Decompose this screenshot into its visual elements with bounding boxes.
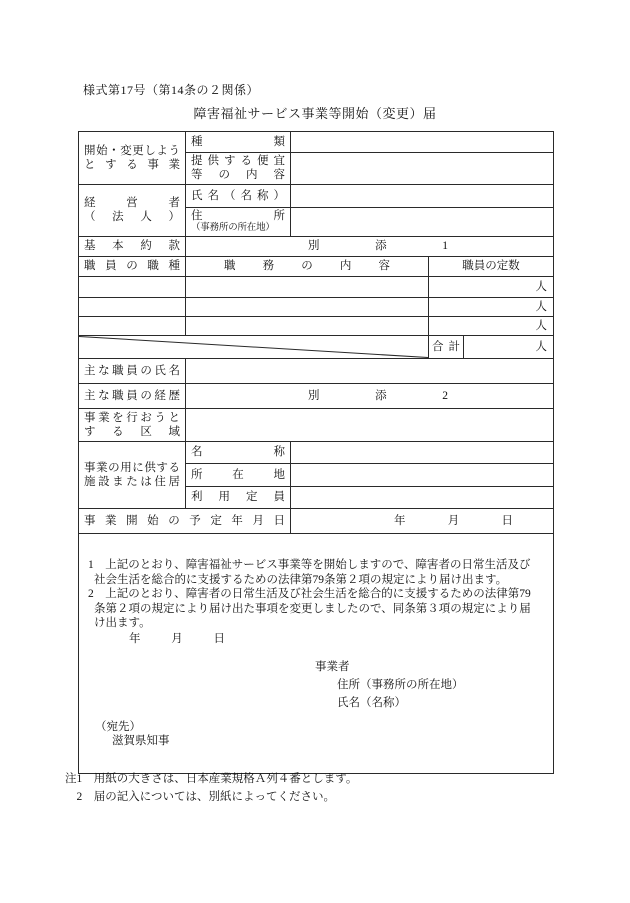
area-label-line1: 事業を行おうと [84,411,180,424]
operator-label-line2: （法人） [84,211,180,224]
staff-row [79,277,554,298]
operator-name-value-cell [291,184,554,207]
declaration-p2-line3: け出ます。 [94,616,151,629]
business-label-line1: 開始・変更しよう [84,144,180,157]
services-label-cell [186,153,291,185]
bylaws-attachment-ref [308,239,448,253]
facility-name-label-cell: 名称 [186,442,291,464]
facility-label-line1: 事業の用に供する [84,461,180,474]
note-line-2: 2 届の記入については、別紙によってください。 [65,791,336,803]
decl-year-placeholder: 年 [129,633,141,646]
bylaws-ref-number: 1 [442,240,448,253]
bylaws-ref-word1: 別 [308,240,320,253]
career-ref-number: 2 [442,389,448,402]
year-placeholder: 年 [394,514,406,527]
facility-capacity-value-cell [291,487,554,509]
declaration-p2-line1: 2 上記のとおり、障害者の日常生活及び社会生活を総合的に支援するための法律第79 [88,588,531,601]
area-label-cell [79,409,186,442]
career-ref-word2: 添 [375,389,387,402]
staff-count-unit-cell: 人 [429,317,554,336]
staff-duty-cell [186,298,429,317]
operator-address-value-cell [291,207,554,236]
declaration-p1-line2: 社会生活を総合的に支援するための法律第79条第２項の規定により届け出ます。 [94,573,508,586]
services-label-line2: 等の内容 [191,169,285,182]
total-label-cell: 合計 [429,336,464,359]
addressee-name: 滋賀県知事 [112,735,170,748]
operator-address-label-cell [186,207,291,236]
staff-duty-cell [186,317,429,336]
month-placeholder: 月 [447,514,460,527]
staff-career-label-cell: 主な職員の経歴 [79,384,186,409]
operator-address-label-sub: （事務所の所在地） [191,223,275,234]
operator-label-line1: 経営者 [84,197,180,209]
form-number: 様式第17号（第14条の２関係） [83,83,260,97]
declaration-date-line [129,632,225,646]
staff-count-unit-cell: 人 [429,298,554,317]
staff-career-value-cell [186,384,554,409]
operator-name-label-cell: 氏名（名称） [186,184,291,207]
total-count-unit-cell: 人 [464,336,554,359]
staff-type-cell [79,317,186,336]
bylaws-value-cell [186,237,554,257]
page-title: 障害福祉サービス事業等開始（変更）届 [193,106,437,121]
area-value-cell [186,409,554,442]
signer-address-line: 住所（事務所の所在地） [337,679,464,692]
career-attachment-ref [308,389,448,403]
declaration-p2-line2: 条第２項の規定により届け出た事項を変更しましたので、同条第３項の規定により届 [94,602,531,615]
signer-title: 事業者 [315,660,350,673]
addressee-block [95,720,544,749]
start-date-label-cell: 事業開始の予定年月日 [79,509,291,534]
start-date-value-cell [291,509,554,534]
main-form-table [78,131,554,774]
total-strike-cell [79,336,429,359]
decl-day-placeholder: 日 [213,633,225,646]
kind-value-cell [291,132,554,153]
business-label-line2: とする事業 [84,158,180,171]
staff-type-cell [79,298,186,317]
career-ref-word1: 別 [308,389,320,402]
declaration-paragraph-2 [88,587,544,630]
staff-type-cell [79,277,186,298]
services-value-cell [291,153,554,185]
kind-label-cell: 種類 [186,132,291,153]
diagonal-strike-line [79,336,428,358]
staff-type-header-cell: 職員の職種 [79,257,186,277]
staff-duty-cell [186,277,429,298]
note-line-1: 注1 用紙の大きさは、日本産業規格Ａ列４番とします。 [65,773,358,785]
bylaws-ref-word2: 添 [375,240,387,253]
staff-row [79,298,554,317]
declaration-section [79,534,554,774]
addressee-label: （宛先） [95,720,141,733]
declaration-p1-line1: 1 上記のとおり、障害福祉サービス事業等を開始しますので、障害者の日常生活及び [88,559,531,572]
footnotes [65,770,357,806]
business-label-cell [79,132,186,185]
staff-names-label-cell: 主な職員の氏名 [79,359,186,384]
staff-quota-header-cell: 職員の定数 [429,257,554,277]
staff-count-unit-cell: 人 [429,277,554,298]
staff-row [79,317,554,336]
signer-name-line: 氏名（名称） [337,697,406,710]
bylaws-label-cell: 基本約款 [79,237,186,257]
facility-label-cell [79,442,186,509]
operator-address-label: 住所 [191,209,285,222]
facility-capacity-label-cell: 利用定員 [186,487,291,509]
area-label-line2: する区域 [84,426,180,438]
facility-name-value-cell [291,442,554,464]
staff-names-value-cell [186,359,554,384]
staff-duty-header-cell: 職務の内容 [186,257,429,277]
start-date-placeholders [394,514,513,528]
day-placeholder: 日 [501,514,513,527]
decl-month-placeholder: 月 [171,633,183,646]
services-label-line1: 提供する便宜 [191,155,285,167]
facility-label-line2: 施設または住居 [84,476,180,488]
declaration-paragraph-1 [88,558,544,587]
facility-location-value-cell [291,464,554,487]
operator-label-cell [79,184,186,236]
facility-location-label-cell: 所在地 [186,464,291,487]
